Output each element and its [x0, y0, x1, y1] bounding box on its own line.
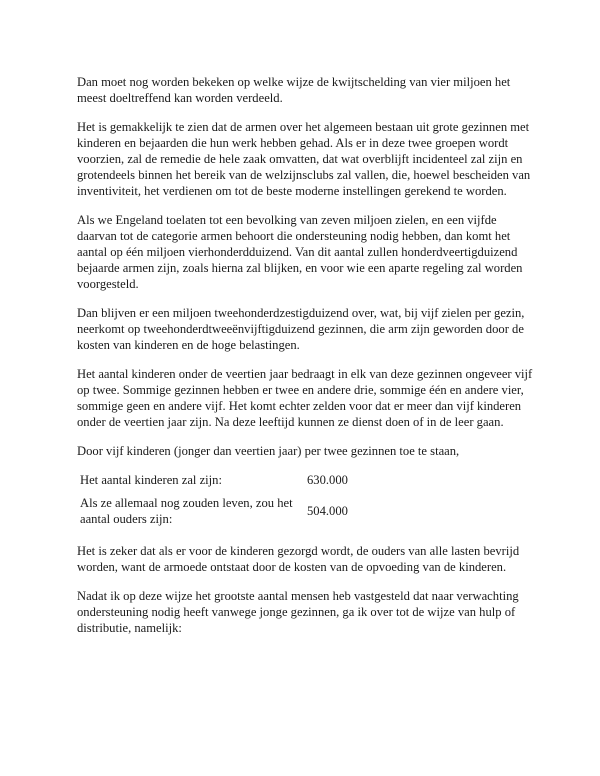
paragraph-4: Dan blijven er een miljoen tweehonderdzestigduizend over, wat, bij vijf zielen per gezin, neerkomt op tweehonderdtweeënvijftigduizend gezinnen, die arm zijn geworden door de kosten van kinderen en de hoge belastingen.	[77, 306, 525, 352]
table-value: 630.000	[307, 473, 348, 487]
paragraph-7: Het is zeker dat als er voor de kinderen gezorgd wordt, de ouders van alle lasten bevrijd worden, want de armoede ontstaat door de kosten van de opvoeding van de kinderen.	[77, 544, 520, 574]
paragraph-5: Het aantal kinderen onder de veertien jaar bedraagt in elk van deze gezinnen ongeveer vijf op twee. Sommige gezinnen hebben er twee en andere drie, sommige één en andere vier, sommige geen en andere vijf. Het komt echter zelden voor dat er meer dan vijf kinderen onder de veertien jaar zijn. Na deze leeftijd kunnen ze dienst doen of in de leer gaan.	[77, 367, 533, 429]
paragraph-1: Dan moet nog worden bekeken op welke wijze de kwijtschelding van vier miljoen het meest doeltreffend kan worden verdeeld.	[77, 75, 511, 105]
figures-table	[80, 472, 348, 527]
table-row	[80, 472, 348, 495]
paragraph-2: Het is gemakkelijk te zien dat de armen over het algemeen bestaan uit grote gezinnen met kinderen en bejaarden die hun werk hebben gehad. Als er in deze twee groepen wordt voorzien, zal de remedie de hele zaak omvatten, dat wat overblijft incidenteel zal zijn en grotendeels binnen het bereik van de welzijnsclubs zal vallen, die, hoewel bescheiden van inventiviteit, het verdienen om tot de beste moderne instellingen gerekend te worden.	[77, 120, 531, 198]
table-label: Het aantal kinderen zal zijn:	[80, 473, 222, 487]
document-page	[77, 74, 535, 649]
paragraph-3: Als we Engeland toelaten tot een bevolking van zeven miljoen zielen, en een vijfde daarvan tot de categorie armen behoort die ondersteuning nodig hebben, dan komt het aantal op één miljoen vierhonderdduizend. Van dit aantal zullen honderdveertigduizend bejaarde armen zijn, zoals hierna zal blijken, en voor wie een aparte regeling zal worden voorgesteld.	[77, 213, 523, 291]
paragraph-6: Door vijf kinderen (jonger dan veertien jaar) per twee gezinnen toe te staan,	[77, 444, 460, 458]
table-label: Als ze allemaal nog zouden leven, zou het aantal ouders zijn:	[80, 496, 293, 526]
paragraph-8: Nadat ik op deze wijze het grootste aantal mensen heb vastgesteld dat naar verwachting ondersteuning nodig heeft vanwege jonge gezinnen, ga ik over tot de wijze van hulp of distributie, namelijk:	[77, 589, 519, 635]
table-value: 504.000	[307, 504, 348, 518]
table-row	[80, 495, 348, 527]
